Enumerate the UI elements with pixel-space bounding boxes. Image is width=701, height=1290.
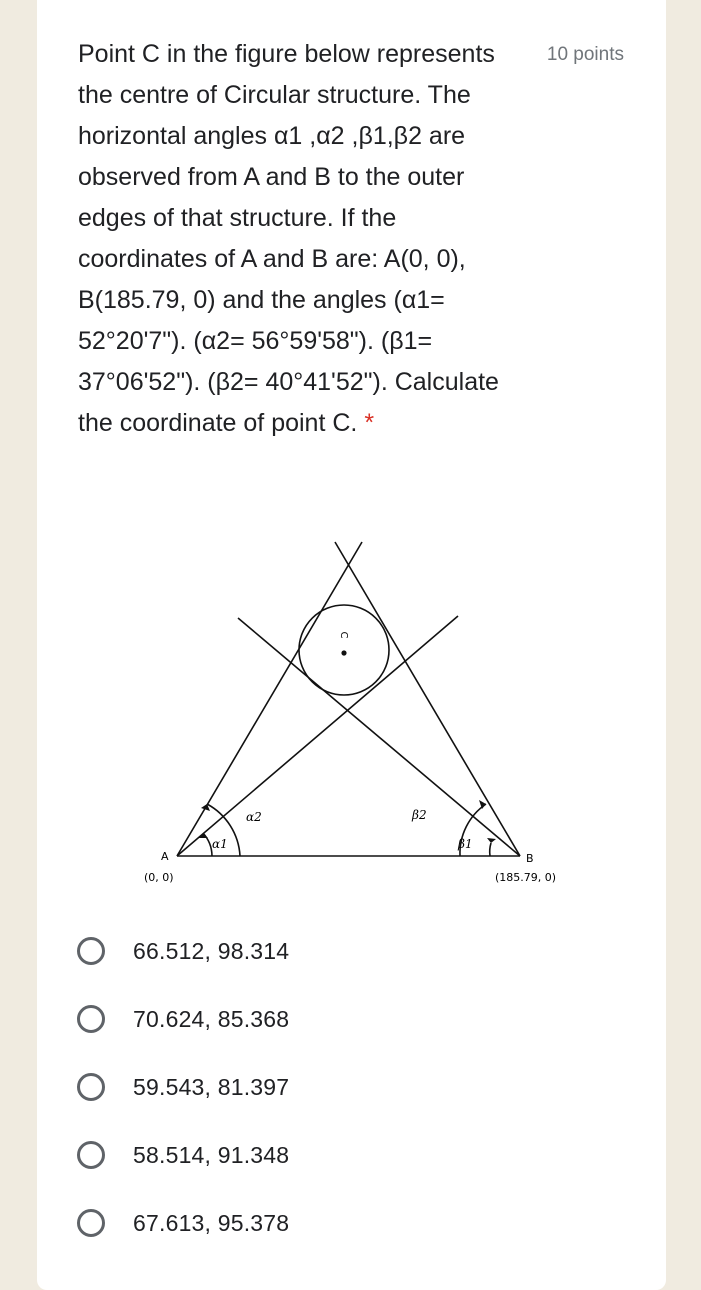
coord-point-b: (185.79, 0) bbox=[495, 871, 557, 884]
option-5[interactable] bbox=[77, 1189, 289, 1257]
line-b-outer bbox=[335, 542, 520, 856]
option-label: 58.514, 91.348 bbox=[133, 1141, 290, 1168]
radio-button[interactable] bbox=[77, 1005, 105, 1033]
line-b-inner bbox=[238, 618, 520, 856]
option-label: 70.624, 85.368 bbox=[133, 1005, 290, 1032]
radio-button[interactable] bbox=[77, 1141, 105, 1169]
option-1[interactable] bbox=[77, 917, 289, 985]
figure-svg bbox=[130, 538, 580, 888]
arrow-alpha1 bbox=[198, 833, 208, 838]
options-list bbox=[77, 917, 289, 1257]
radio-button[interactable] bbox=[77, 1073, 105, 1101]
label-c: C bbox=[338, 631, 349, 639]
label-point-b: B bbox=[526, 852, 534, 865]
option-label: 67.613, 95.378 bbox=[133, 1209, 290, 1236]
label-beta2: β2 bbox=[412, 808, 427, 822]
option-2[interactable] bbox=[77, 985, 289, 1053]
option-label: 59.543, 81.397 bbox=[133, 1073, 290, 1100]
radio-button[interactable] bbox=[77, 1209, 105, 1237]
arrow-beta1 bbox=[487, 838, 496, 843]
triangle-figure bbox=[130, 538, 580, 888]
question-text bbox=[78, 34, 528, 444]
points-label: 10 points bbox=[546, 44, 624, 65]
label-alpha2: α2 bbox=[246, 810, 262, 824]
label-point-a: A bbox=[161, 850, 169, 863]
option-label: 66.512, 98.314 bbox=[133, 937, 290, 964]
coord-point-a: (0, 0) bbox=[144, 871, 174, 884]
option-3[interactable] bbox=[77, 1053, 289, 1121]
circle-structure bbox=[299, 605, 389, 695]
center-point-c bbox=[341, 650, 346, 655]
radio-button[interactable] bbox=[77, 937, 105, 965]
question-body: Point C in the figure below represents the centre of Circular structure. The horizontal angles α1 ,α2 ,β1,β2 are observed from A and B to the outer edges of that structure. If the coordinates of A and B are: A(0, 0), B(185.79, 0) and the angles (α1= 52°20'7"). (α2= 56°59'58"). (β1= 37°06'52"). (β2= 40°41'52"). Calculate the coordinate of point C. bbox=[78, 40, 499, 437]
arc-beta1 bbox=[490, 843, 491, 856]
required-asterisk: * bbox=[364, 409, 375, 437]
label-alpha1: α1 bbox=[212, 837, 228, 851]
option-4[interactable] bbox=[77, 1121, 289, 1189]
label-beta1: β1 bbox=[458, 837, 473, 851]
